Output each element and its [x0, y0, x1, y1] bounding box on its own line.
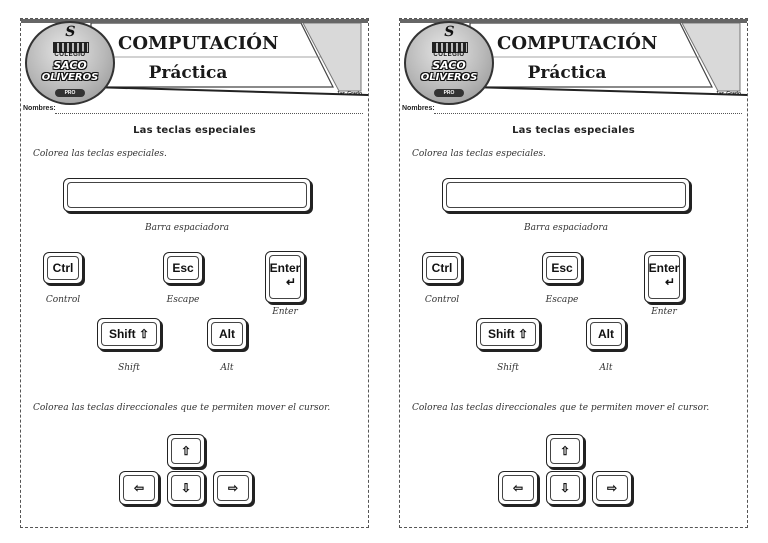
enter-key-label: Enter: [648, 261, 680, 275]
instruction-special-keys: Colorea las teclas especiales.: [33, 149, 167, 159]
caption-control: Control: [424, 295, 460, 305]
grade-label: 1er. Grado: [716, 91, 741, 97]
logo-mark: S: [442, 24, 456, 40]
worksheet-right: [399, 18, 748, 528]
logo-name-line2: OLIVEROS: [41, 72, 99, 83]
spacebar-key[interactable]: [63, 178, 311, 212]
caption-alt: Alt: [220, 363, 234, 373]
arrow-right-icon: ⇨: [217, 475, 249, 501]
grade-label: 1er. Grado: [337, 91, 362, 97]
arrow-down-icon: ⇩: [550, 475, 580, 501]
caption-enter: Enter: [651, 307, 677, 317]
shift-key-label: Shift ⇧: [101, 322, 157, 346]
arrow-right-key[interactable]: [592, 471, 632, 505]
header-title: COMPUTACIÓN: [118, 33, 279, 54]
nombres-field[interactable]: [434, 113, 742, 114]
nombres-field[interactable]: [55, 113, 363, 114]
shift-key-label: Shift ⇧: [480, 322, 536, 346]
logo-mark: S: [63, 24, 77, 40]
arrow-left-key[interactable]: [119, 471, 159, 505]
arrow-up-key[interactable]: [546, 434, 584, 468]
nombres-label: Nombres:: [23, 105, 56, 112]
esc-key-label: Esc: [546, 256, 578, 280]
esc-key-label: Esc: [167, 256, 199, 280]
ctrl-key-label: Ctrl: [47, 256, 79, 280]
enter-key-face: [648, 255, 680, 299]
arrow-down-key[interactable]: [546, 471, 584, 505]
header-title: COMPUTACIÓN: [497, 33, 658, 54]
enter-key[interactable]: [265, 251, 305, 303]
alt-key-label: Alt: [211, 322, 243, 346]
ctrl-key-label: Ctrl: [426, 256, 458, 280]
esc-key[interactable]: [542, 252, 582, 284]
esc-key[interactable]: [163, 252, 203, 284]
arrow-left-key[interactable]: [498, 471, 538, 505]
instruction-special-keys: Colorea las teclas especiales.: [412, 149, 546, 159]
alt-key-label: Alt: [590, 322, 622, 346]
arrow-down-key[interactable]: [167, 471, 205, 505]
worksheet-left: [20, 18, 369, 528]
arrow-left-icon: ⇦: [502, 475, 534, 501]
enter-return-icon: ↵: [285, 275, 297, 289]
spacebar-key[interactable]: [442, 178, 690, 212]
caption-shift: Shift: [497, 363, 519, 373]
logo-name-line2: OLIVEROS: [420, 72, 478, 83]
ctrl-key[interactable]: [422, 252, 462, 284]
caption-escape: Escape: [166, 295, 200, 305]
shift-key[interactable]: [476, 318, 540, 350]
arrow-up-icon: ⇧: [550, 438, 580, 464]
enter-return-icon: ↵: [664, 275, 676, 289]
arrow-up-icon: ⇧: [171, 438, 201, 464]
enter-key[interactable]: [644, 251, 684, 303]
header-subtitle: Práctica: [148, 63, 228, 83]
caption-escape: Escape: [545, 295, 579, 305]
ctrl-key[interactable]: [43, 252, 83, 284]
logo-school-line: COLEGIO: [433, 52, 465, 58]
caption-enter: Enter: [272, 307, 298, 317]
shift-key[interactable]: [97, 318, 161, 350]
section-heading: Las teclas especiales: [512, 125, 635, 136]
logo-name-line1: SACO: [432, 59, 466, 72]
instruction-arrow-keys: Colorea las teclas direccionales que te permiten mover el cursor.: [412, 403, 710, 413]
caption-spacebar: Barra espaciadora: [523, 223, 608, 233]
school-logo: [25, 21, 115, 105]
enter-key-label: Enter: [269, 261, 301, 275]
caption-control: Control: [45, 295, 81, 305]
caption-shift: Shift: [118, 363, 140, 373]
logo-name-line1: SACO: [53, 59, 87, 72]
alt-key[interactable]: [586, 318, 626, 350]
logo-school-line: COLEGIO: [54, 52, 86, 58]
enter-key-face: [269, 255, 301, 299]
arrow-left-icon: ⇦: [123, 475, 155, 501]
arrow-down-icon: ⇩: [171, 475, 201, 501]
nombres-label: Nombres:: [402, 105, 435, 112]
arrow-right-key[interactable]: [213, 471, 253, 505]
alt-key[interactable]: [207, 318, 247, 350]
logo-tag: PRO: [55, 89, 85, 97]
header-subtitle: Práctica: [527, 63, 607, 83]
caption-spacebar: Barra espaciadora: [144, 223, 229, 233]
arrow-up-key[interactable]: [167, 434, 205, 468]
arrow-right-icon: ⇨: [596, 475, 628, 501]
instruction-arrow-keys: Colorea las teclas direccionales que te permiten mover el cursor.: [33, 403, 331, 413]
caption-alt: Alt: [599, 363, 613, 373]
logo-tag: PRO: [434, 89, 464, 97]
school-logo: [404, 21, 494, 105]
section-heading: Las teclas especiales: [133, 125, 256, 136]
